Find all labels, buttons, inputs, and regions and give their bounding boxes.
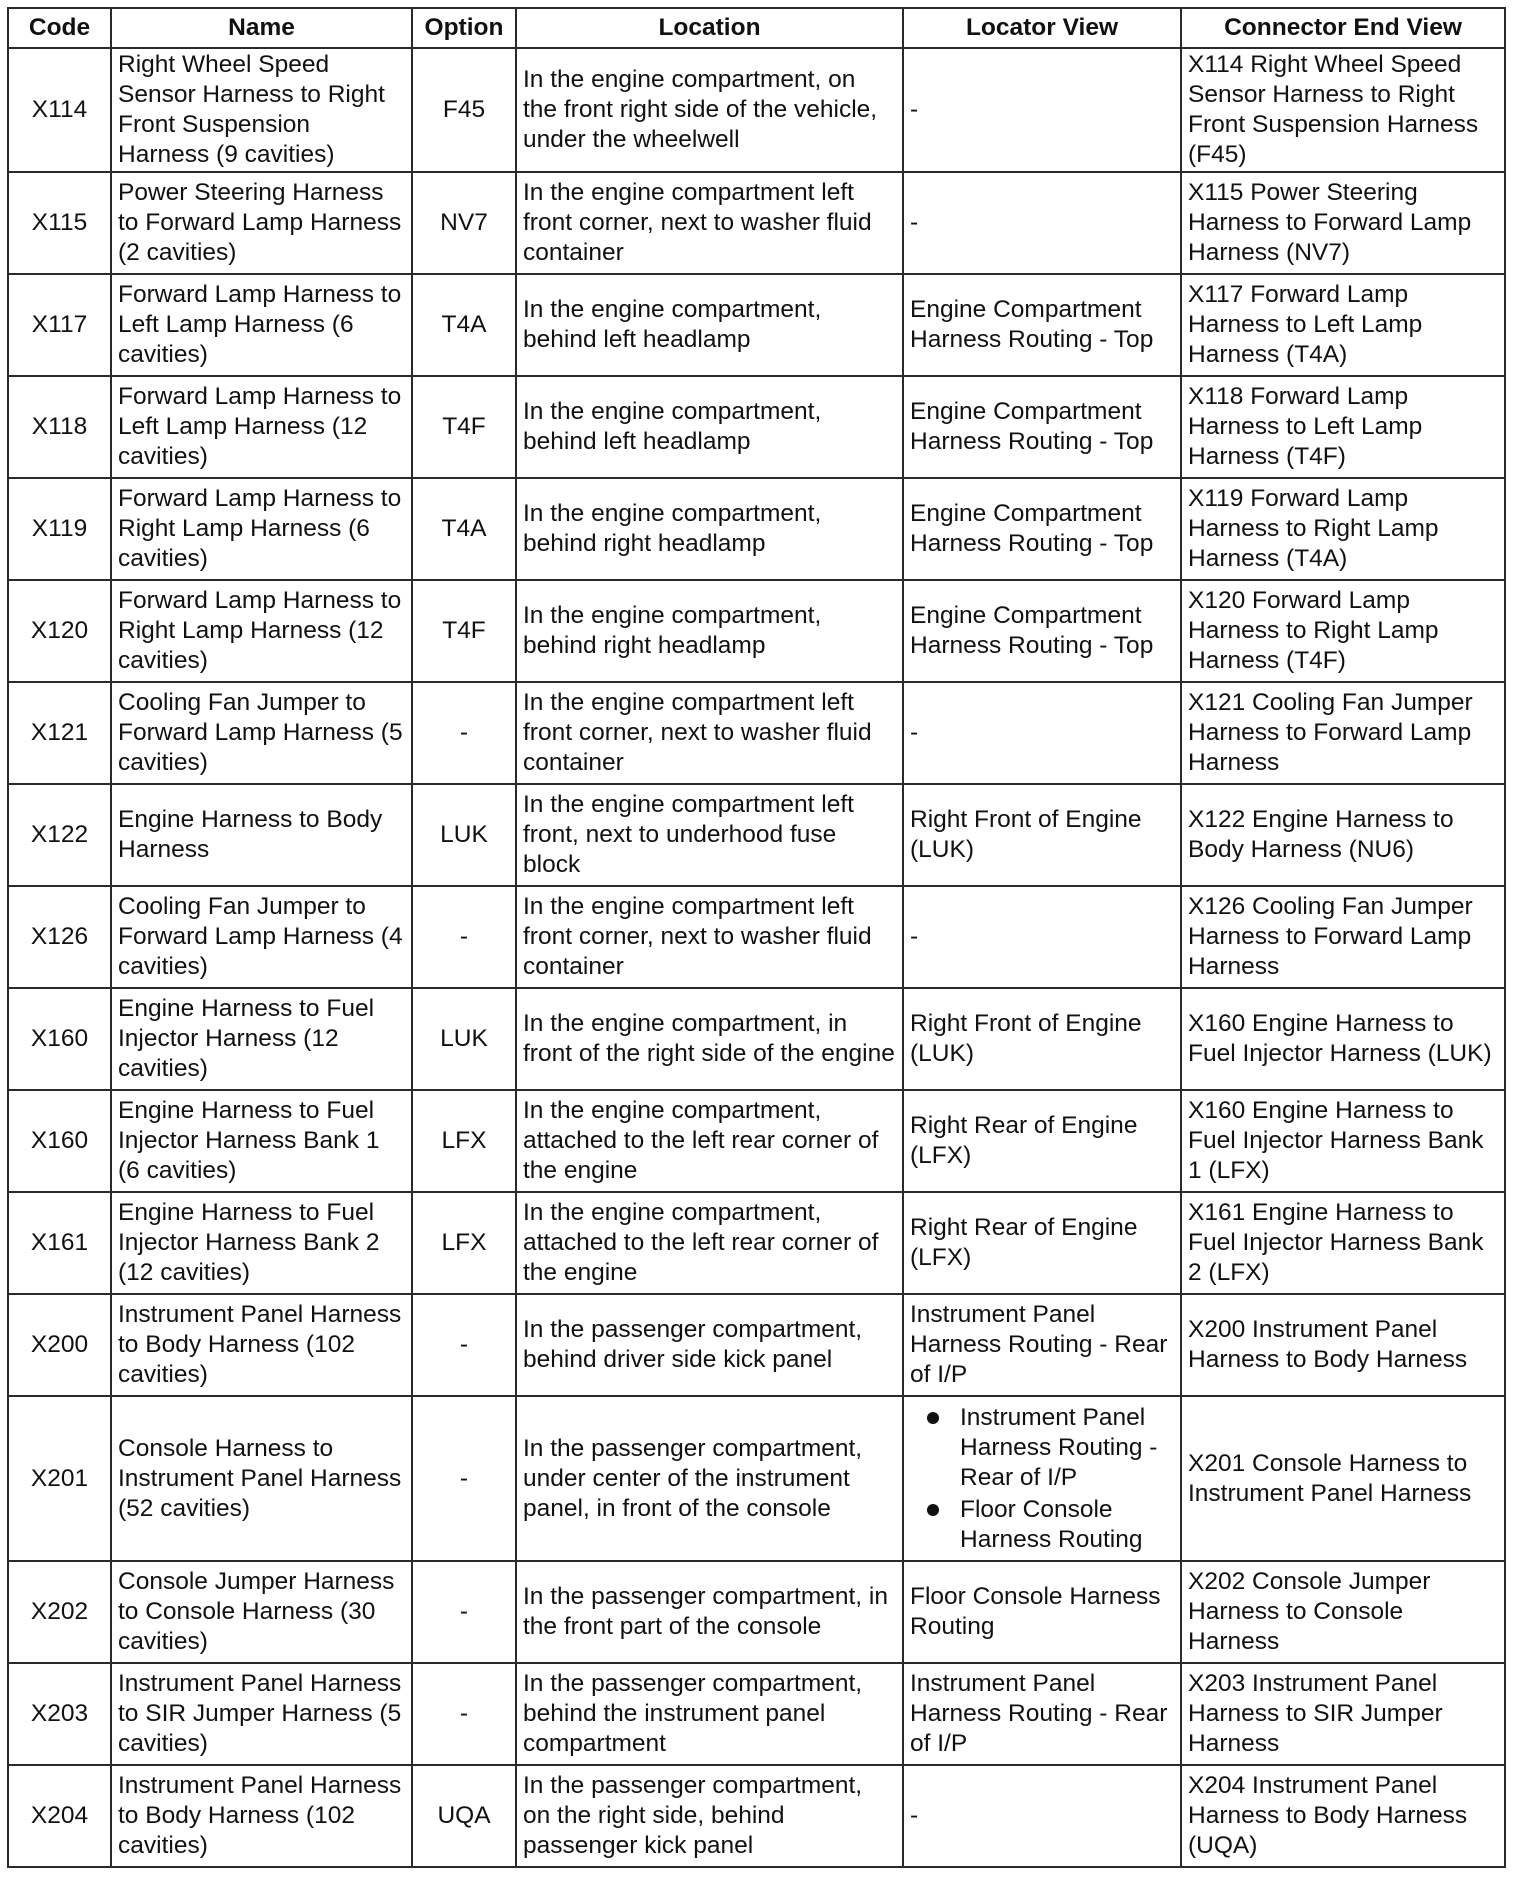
cell-connector-end-view: X117 Forward Lamp Harness to Left Lamp Harness (T4A) [1181,274,1505,376]
connector-table [7,7,1506,1868]
cell-location: In the passenger compartment, in the front part of the console [516,1561,903,1663]
cell-option: LFX [412,1192,516,1294]
table-row [8,172,1505,274]
cell-name: Engine Harness to Fuel Injector Harness Bank 2 (12 cavities) [111,1192,412,1294]
header-connector-end-view: Connector End View [1181,8,1505,48]
cell-name: Engine Harness to Fuel Injector Harness Bank 1 (6 cavities) [111,1090,412,1192]
cell-location: In the engine compartment, in front of the right side of the engine [516,988,903,1090]
cell-option: UQA [412,1765,516,1867]
cell-option: - [412,1663,516,1765]
cell-locator-view: Right Rear of Engine (LFX) [903,1090,1181,1192]
cell-locator-view: Right Rear of Engine (LFX) [903,1192,1181,1294]
cell-code: X201 [8,1396,111,1561]
cell-name: Cooling Fan Jumper to Forward Lamp Harness (5 cavities) [111,682,412,784]
table-row [8,478,1505,580]
cell-locator-view: Right Front of Engine (LUK) [903,784,1181,886]
cell-location: In the engine compartment, attached to the left rear corner of the engine [516,1090,903,1192]
bullet-icon [927,1504,939,1516]
cell-name: Console Jumper Harness to Console Harness (30 cavities) [111,1561,412,1663]
cell-code: X203 [8,1663,111,1765]
cell-connector-end-view: X202 Console Jumper Harness to Console Harness [1181,1561,1505,1663]
cell-location: In the engine compartment, on the front right side of the vehicle, under the wheelwell [516,48,903,172]
table-row [8,682,1505,784]
header-location: Location [516,8,903,48]
cell-code: X121 [8,682,111,784]
list-item [960,1403,1174,1493]
cell-locator-view: - [903,1765,1181,1867]
cell-connector-end-view: X203 Instrument Panel Harness to SIR Jumper Harness [1181,1663,1505,1765]
locator-item-text: Instrument Panel Harness Routing - Rear of I/P [960,1403,1158,1491]
cell-location: In the engine compartment, behind left headlamp [516,376,903,478]
cell-option: T4F [412,376,516,478]
bullet-icon [927,1412,939,1424]
cell-connector-end-view: X122 Engine Harness to Body Harness (NU6) [1181,784,1505,886]
cell-option: - [412,886,516,988]
list-item [960,1495,1174,1555]
cell-option: - [412,1561,516,1663]
cell-connector-end-view: X161 Engine Harness to Fuel Injector Harness Bank 2 (LFX) [1181,1192,1505,1294]
table-row [8,1561,1505,1663]
cell-code: X202 [8,1561,111,1663]
cell-name: Instrument Panel Harness to SIR Jumper Harness (5 cavities) [111,1663,412,1765]
table-row [8,580,1505,682]
table-row [8,1192,1505,1294]
cell-locator-view: Engine Compartment Harness Routing - Top [903,274,1181,376]
cell-code: X200 [8,1294,111,1396]
cell-location: In the engine compartment left front, next to underhood fuse block [516,784,903,886]
header-name: Name [111,8,412,48]
cell-location: In the engine compartment, behind right headlamp [516,478,903,580]
cell-location: In the engine compartment, behind left headlamp [516,274,903,376]
cell-name: Forward Lamp Harness to Left Lamp Harness (6 cavities) [111,274,412,376]
connector-table-sheet [7,7,1504,1868]
cell-locator-view [903,1396,1181,1561]
table-row [8,376,1505,478]
cell-code: X117 [8,274,111,376]
locator-list [910,1403,1174,1555]
cell-location: In the passenger compartment, under center of the instrument panel, in front of the console [516,1396,903,1561]
cell-option: NV7 [412,172,516,274]
cell-location: In the engine compartment left front corner, next to washer fluid container [516,886,903,988]
cell-code: X118 [8,376,111,478]
table-row [8,1396,1505,1561]
cell-option: LUK [412,784,516,886]
cell-option: T4A [412,478,516,580]
cell-connector-end-view: X121 Cooling Fan Jumper Harness to Forward Lamp Harness [1181,682,1505,784]
cell-name: Engine Harness to Fuel Injector Harness (12 cavities) [111,988,412,1090]
header-option: Option [412,8,516,48]
cell-option: LFX [412,1090,516,1192]
table-row [8,274,1505,376]
cell-location: In the passenger compartment, on the right side, behind passenger kick panel [516,1765,903,1867]
cell-name: Instrument Panel Harness to Body Harness (102 cavities) [111,1765,412,1867]
cell-connector-end-view: X126 Cooling Fan Jumper Harness to Forward Lamp Harness [1181,886,1505,988]
cell-code: X115 [8,172,111,274]
header-row [8,8,1505,48]
cell-code: X160 [8,988,111,1090]
cell-code: X122 [8,784,111,886]
cell-option: - [412,1294,516,1396]
table-row [8,886,1505,988]
cell-connector-end-view: X115 Power Steering Harness to Forward Lamp Harness (NV7) [1181,172,1505,274]
table-row [8,48,1505,172]
cell-code: X161 [8,1192,111,1294]
table-row [8,784,1505,886]
cell-connector-end-view: X201 Console Harness to Instrument Panel Harness [1181,1396,1505,1561]
cell-name: Power Steering Harness to Forward Lamp Harness (2 cavities) [111,172,412,274]
cell-name: Forward Lamp Harness to Left Lamp Harness (12 cavities) [111,376,412,478]
cell-connector-end-view: X200 Instrument Panel Harness to Body Harness [1181,1294,1505,1396]
cell-name: Instrument Panel Harness to Body Harness (102 cavities) [111,1294,412,1396]
table-row [8,1294,1505,1396]
cell-option: T4F [412,580,516,682]
cell-name: Cooling Fan Jumper to Forward Lamp Harness (4 cavities) [111,886,412,988]
cell-code: X120 [8,580,111,682]
cell-connector-end-view: X114 Right Wheel Speed Sensor Harness to Right Front Suspension Harness (F45) [1181,48,1505,172]
cell-connector-end-view: X204 Instrument Panel Harness to Body Harness (UQA) [1181,1765,1505,1867]
cell-code: X126 [8,886,111,988]
cell-connector-end-view: X119 Forward Lamp Harness to Right Lamp Harness (T4A) [1181,478,1505,580]
table-row [8,1765,1505,1867]
cell-option: T4A [412,274,516,376]
cell-code: X160 [8,1090,111,1192]
cell-name: Forward Lamp Harness to Right Lamp Harness (12 cavities) [111,580,412,682]
table-row [8,988,1505,1090]
table-row [8,1090,1505,1192]
cell-locator-view: - [903,886,1181,988]
cell-connector-end-view: X160 Engine Harness to Fuel Injector Harness (LUK) [1181,988,1505,1090]
table-body [8,48,1505,1867]
cell-locator-view: - [903,48,1181,172]
cell-locator-view: Floor Console Harness Routing [903,1561,1181,1663]
cell-locator-view: Right Front of Engine (LUK) [903,988,1181,1090]
cell-connector-end-view: X120 Forward Lamp Harness to Right Lamp Harness (T4F) [1181,580,1505,682]
cell-option: F45 [412,48,516,172]
cell-location: In the passenger compartment, behind driver side kick panel [516,1294,903,1396]
cell-locator-view: - [903,172,1181,274]
cell-code: X204 [8,1765,111,1867]
locator-item-text: Floor Console Harness Routing [960,1495,1143,1553]
cell-code: X114 [8,48,111,172]
cell-locator-view: Engine Compartment Harness Routing - Top [903,376,1181,478]
cell-code: X119 [8,478,111,580]
cell-option: - [412,1396,516,1561]
cell-name: Console Harness to Instrument Panel Harness (52 cavities) [111,1396,412,1561]
cell-locator-view: Instrument Panel Harness Routing - Rear of I/P [903,1663,1181,1765]
cell-locator-view: Engine Compartment Harness Routing - Top [903,478,1181,580]
cell-connector-end-view: X160 Engine Harness to Fuel Injector Harness Bank 1 (LFX) [1181,1090,1505,1192]
cell-name: Engine Harness to Body Harness [111,784,412,886]
cell-name: Right Wheel Speed Sensor Harness to Right Front Suspension Harness (9 cavities) [111,48,412,172]
cell-name: Forward Lamp Harness to Right Lamp Harness (6 cavities) [111,478,412,580]
header-code: Code [8,8,111,48]
table-row [8,1663,1505,1765]
cell-locator-view: - [903,682,1181,784]
cell-connector-end-view: X118 Forward Lamp Harness to Left Lamp Harness (T4F) [1181,376,1505,478]
cell-location: In the engine compartment, attached to the left rear corner of the engine [516,1192,903,1294]
header-locator-view: Locator View [903,8,1181,48]
cell-locator-view: Engine Compartment Harness Routing - Top [903,580,1181,682]
cell-location: In the engine compartment left front corner, next to washer fluid container [516,172,903,274]
cell-location: In the engine compartment, behind right headlamp [516,580,903,682]
cell-location: In the engine compartment left front corner, next to washer fluid container [516,682,903,784]
cell-locator-view: Instrument Panel Harness Routing - Rear of I/P [903,1294,1181,1396]
cell-location: In the passenger compartment, behind the instrument panel compartment [516,1663,903,1765]
cell-option: - [412,682,516,784]
cell-option: LUK [412,988,516,1090]
